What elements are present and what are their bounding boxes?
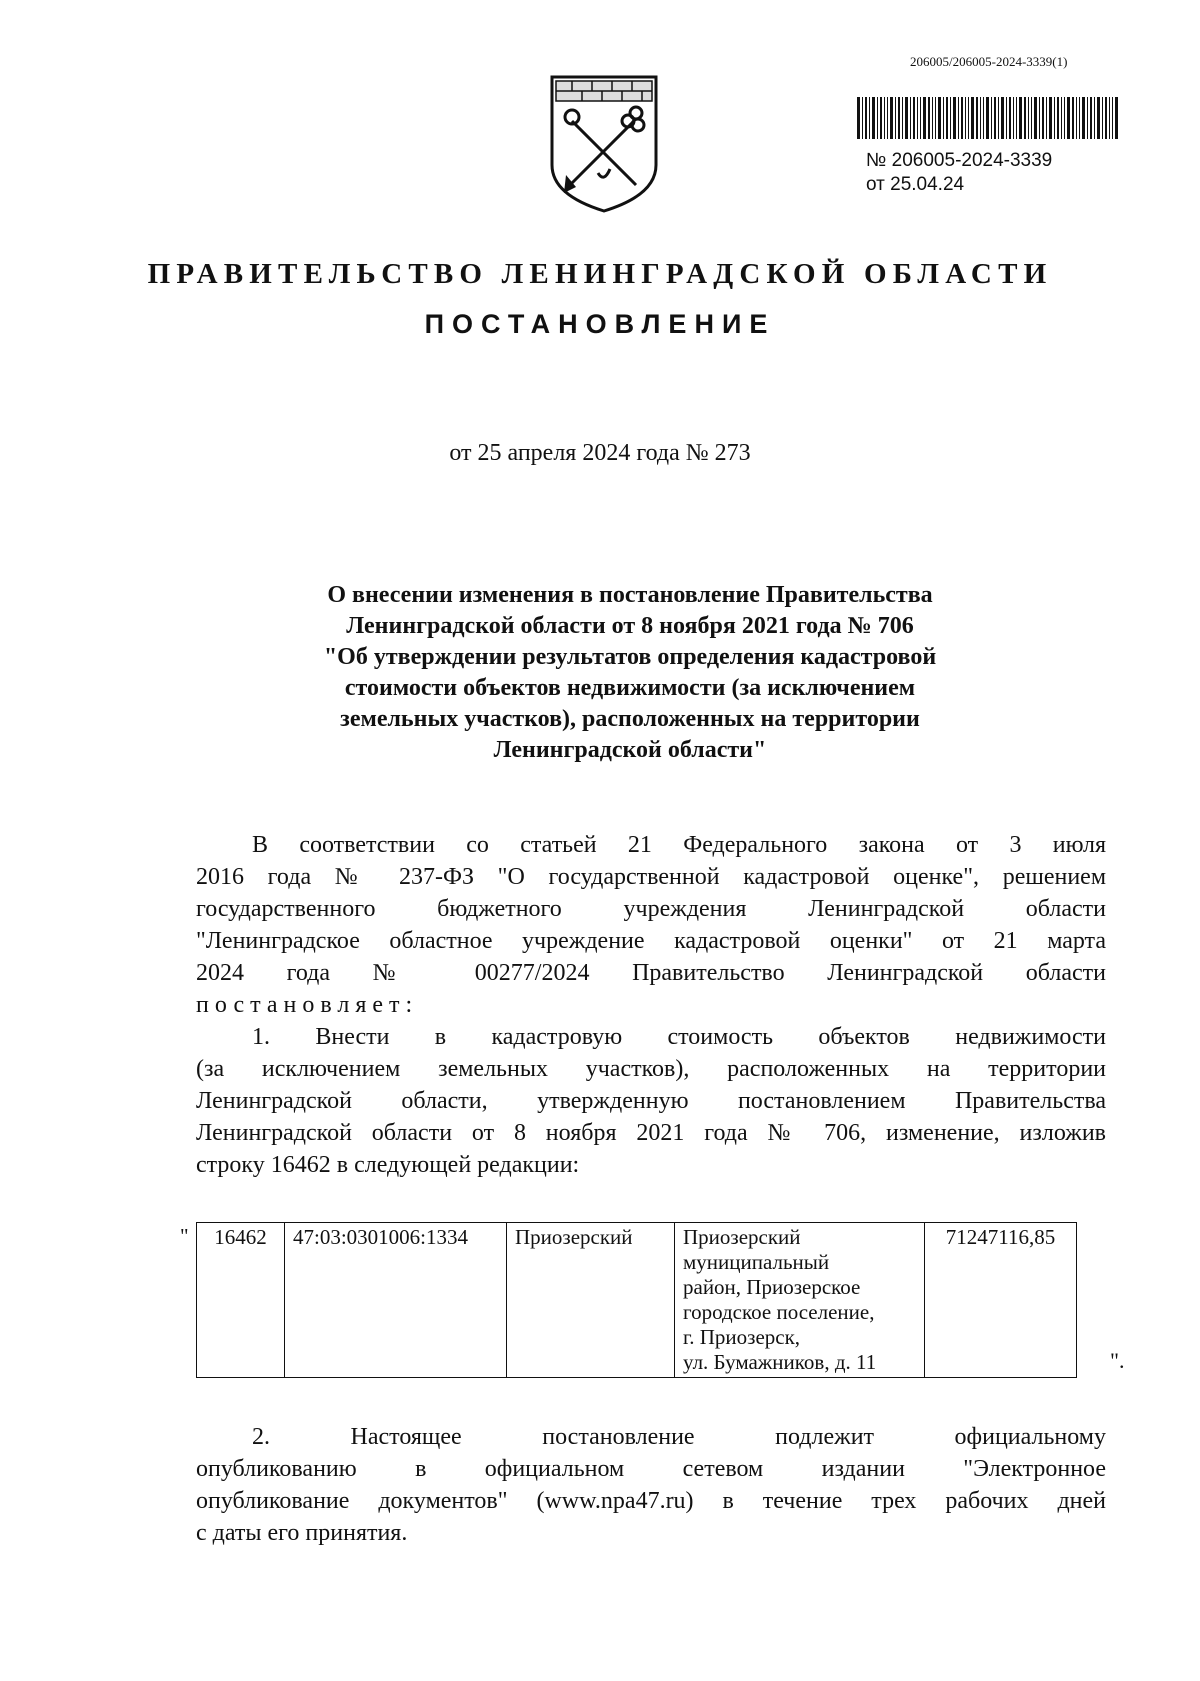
resolution-subject — [250, 580, 1010, 766]
district-cell: Приозерский — [507, 1223, 675, 1378]
table-open-quote: " — [180, 1224, 189, 1248]
paragraph-line: Ленинградской области от 8 ноября 2021 года № 706, изменение, изложив — [196, 1120, 1106, 1146]
document-type: ПОСТАНОВЛЕНИЕ — [424, 309, 776, 339]
resolves-word: постановляет: — [196, 992, 419, 1018]
subject-line: Ленинградской области" — [493, 737, 767, 763]
subject-line: земельных участков), расположенных на территории — [340, 706, 920, 732]
paragraph-line: с даты его принятия. — [196, 1520, 408, 1546]
table-close-quote: ". — [1110, 1348, 1125, 1373]
registration-number: № 206005-2024-3339 — [866, 150, 1053, 171]
government-title: ПРАВИТЕЛЬСТВО ЛЕНИНГРАДСКОЙ ОБЛАСТИ — [147, 258, 1053, 290]
paragraph-line: государственного бюджетного учреждения Ленинградской области — [196, 896, 1106, 922]
paragraph-line: "Ленинградское областное учреждение кадастровой оценки" от 21 марта — [196, 928, 1106, 954]
paragraph-line: 2016 года № 237-ФЗ "О государственной кадастровой оценке", решением — [196, 864, 1106, 890]
amended-row-table — [196, 1222, 1077, 1378]
paragraph-line: 2. Настоящее постановление подлежит официальному — [252, 1424, 1106, 1450]
paragraph-line: 1. Внести в кадастровую стоимость объектов недвижимости — [252, 1024, 1106, 1050]
address-line: г. Приозерск, — [683, 1325, 801, 1349]
document-reference: 206005/206005-2024-3339(1) — [910, 54, 1068, 69]
paragraph-line: опубликованию в официальном сетевом издании "Электронное — [196, 1456, 1106, 1482]
address-line: муниципальный — [683, 1250, 830, 1274]
row-number-cell: 16462 — [197, 1223, 285, 1378]
resolution-date-number: от 25 апреля 2024 года № 273 — [449, 440, 751, 466]
paragraph-line: (за исключением земельных участков), расположенных на территории — [196, 1056, 1106, 1082]
address-line: ул. Бумажников, д. 11 — [683, 1350, 877, 1374]
barcode — [857, 97, 1119, 139]
paragraph-line: Ленинградской области, утвержденную постановлением Правительства — [196, 1088, 1106, 1114]
registration-date: от 25.04.24 — [866, 174, 965, 195]
address-cell — [675, 1223, 925, 1378]
subject-line: О внесении изменения в постановление Правительства — [327, 582, 933, 608]
paragraph-line: опубликование документов" (www.npa47.ru) в течение трех рабочих дней — [196, 1488, 1106, 1514]
address-line: район, Приозерское — [683, 1275, 861, 1299]
paragraph-line: строку 16462 в следующей редакции: — [196, 1152, 580, 1178]
cadastral-value-cell: 71247116,85 — [925, 1223, 1077, 1378]
paragraph-line: В соответствии со статьей 21 Федерального закона от 3 июля — [252, 832, 1106, 858]
address-line: Приозерский — [683, 1225, 801, 1249]
subject-line: Ленинградской области от 8 ноября 2021 года № 706 — [346, 613, 914, 639]
subject-line: стоимости объектов недвижимости (за исключением — [344, 675, 916, 701]
cadastral-number-cell: 47:03:0301006:1334 — [285, 1223, 507, 1378]
coat-of-arms-emblem — [548, 73, 660, 213]
address-line: городское поселение, — [683, 1300, 875, 1324]
table-row — [197, 1223, 1077, 1378]
subject-line: "Об утверждении результатов определения кадастровой — [323, 644, 937, 670]
paragraph-line: 2024 года № 00277/2024 Правительство Ленинградской области — [196, 960, 1106, 986]
